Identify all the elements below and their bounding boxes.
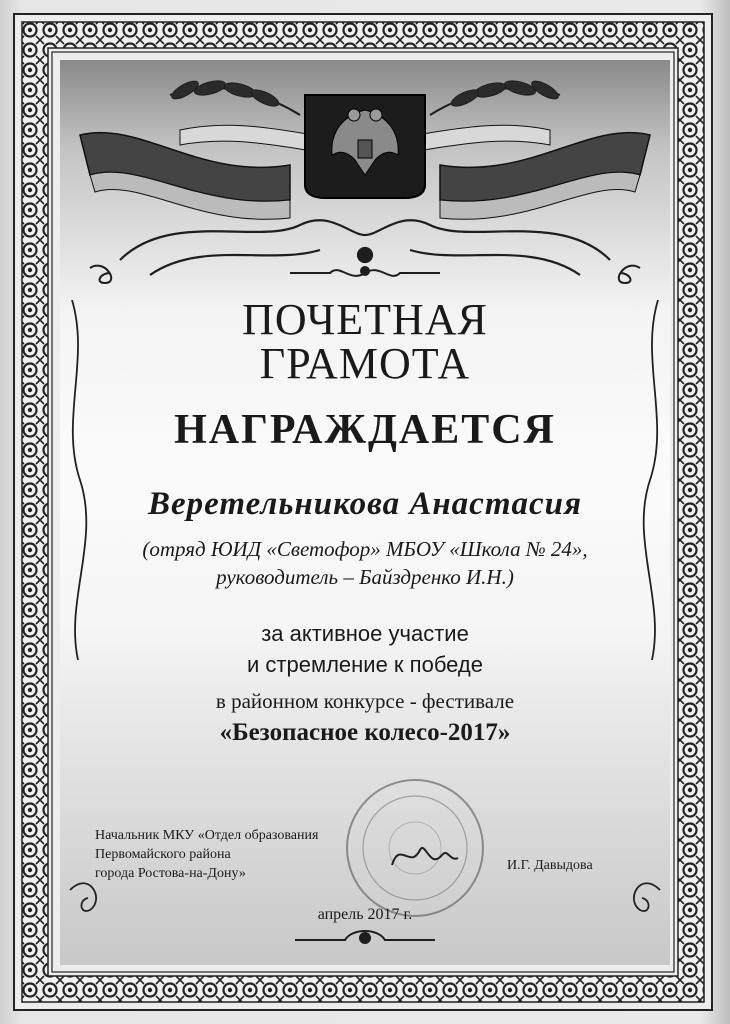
russian-coat-of-arms-icon bbox=[305, 95, 425, 198]
signature-line-1: Начальник МКУ «Отдел образования bbox=[95, 828, 319, 843]
reason-line-2: и стремление к победе bbox=[247, 652, 483, 677]
signature-icon bbox=[392, 848, 458, 865]
certificate-title-line1: ПОЧЕТНАЯ bbox=[242, 295, 488, 344]
top-divider-ornament bbox=[80, 258, 650, 288]
right-laurel-icon bbox=[430, 78, 561, 115]
contest-name: «Безопасное колесо-2017» bbox=[219, 719, 511, 746]
recipient-name: Веретельникова Анастасия bbox=[147, 486, 582, 522]
bottom-divider-ornament bbox=[290, 922, 440, 952]
contest-line: в районном конкурсе - фестивале bbox=[215, 689, 515, 713]
certificate-title-line2: ГРАМОТА bbox=[259, 339, 471, 388]
signature-line-2: Первомайского района bbox=[95, 847, 231, 862]
header-ornament bbox=[60, 60, 670, 290]
issue-date: апрель 2017 г. bbox=[317, 906, 413, 923]
team-line-2: руководитель – Байздренко И.Н.) bbox=[216, 565, 514, 589]
reason-line-1: за активное участие bbox=[261, 621, 469, 646]
round-seal-stamp bbox=[330, 770, 500, 920]
signer-name: И.Г. Давыдова bbox=[507, 858, 593, 873]
team-line-1: (отряд ЮИД «Светофор» МБОУ «Школа № 24», bbox=[142, 537, 588, 561]
awarded-heading: НАГРАЖДАЕТСЯ bbox=[174, 407, 556, 453]
left-laurel-icon bbox=[169, 78, 300, 115]
signature-line-3: города Ростова-на-Дону» bbox=[95, 866, 246, 881]
